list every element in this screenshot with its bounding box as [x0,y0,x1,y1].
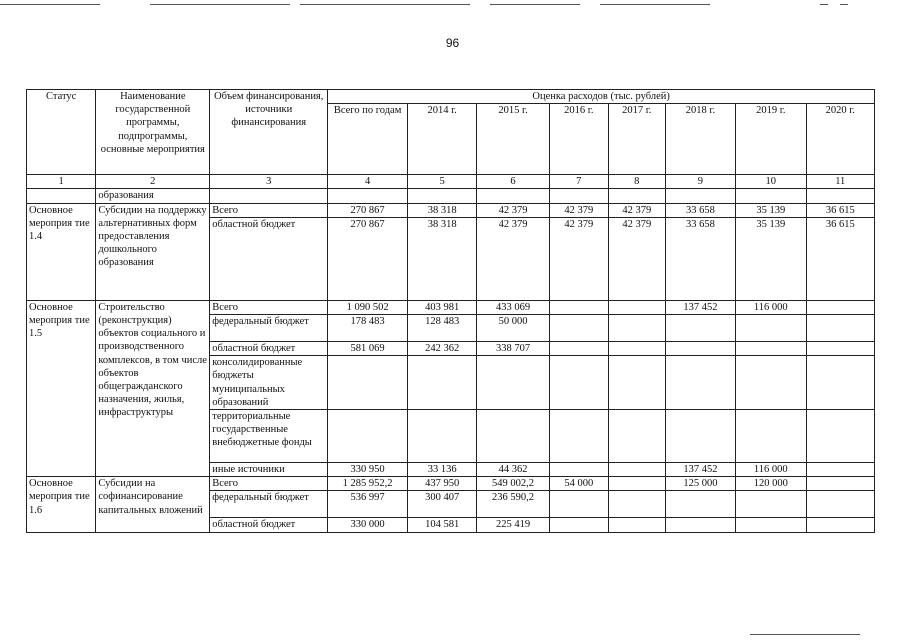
row-source: федеральный бюджет [210,491,328,518]
cell-value: 33 658 [665,203,735,217]
header-name: Наименование государственной программы, подпрограммы, основные мероприятия [96,90,210,175]
cell-value: 242 362 [407,342,476,356]
table-row [27,203,875,217]
cell-value: 536 997 [328,491,408,518]
cell-value [665,518,735,532]
cell-value [407,356,476,410]
cell-value [736,315,806,342]
cell-value: 35 139 [736,217,806,300]
cell-value: 330 000 [328,518,408,532]
cell-value: 116 000 [736,463,806,477]
scan-edge-line [600,4,710,5]
column-number: 3 [210,175,328,189]
cell-value: 42 379 [477,203,549,217]
header-year: 2020 г. [806,104,875,175]
cell-value [806,356,875,410]
cell-value: 36 615 [806,203,875,217]
continuation-row [27,189,875,203]
scan-edge-line [820,4,828,5]
cell-value [806,463,875,477]
cell-value [608,300,665,314]
column-number: 2 [96,175,210,189]
cell-value: 437 950 [407,477,476,491]
cell-value: 581 069 [328,342,408,356]
cell-value: 1 090 502 [328,300,408,314]
cell-value [665,356,735,410]
cell-value: 35 139 [736,203,806,217]
header-year: 2015 г. [477,104,549,175]
cell-value [608,518,665,532]
cell-value: 549 002,2 [477,477,549,491]
cell-value [665,410,735,463]
cell-value: 33 136 [407,463,476,477]
column-number: 1 [27,175,96,189]
row-status: Основное мероприя тие 1.6 [27,477,96,532]
row-status: Основное мероприя тие 1.5 [27,300,96,476]
header-year: Всего по годам [328,104,408,175]
cell-value: 178 483 [328,315,408,342]
cell-value [407,410,476,463]
cell-value: 128 483 [407,315,476,342]
continuation-name: образования [96,189,210,203]
cell-value [549,342,608,356]
row-source: консолидированные бюджеты муниципальных образований [210,356,328,410]
scan-edge-line [490,4,580,5]
header-status: Статус [27,90,96,175]
cell-value [806,315,875,342]
cell-value [736,342,806,356]
column-number: 7 [549,175,608,189]
cell-value [549,518,608,532]
cell-value: 36 615 [806,217,875,300]
cell-value: 137 452 [665,300,735,314]
row-source: областной бюджет [210,217,328,300]
header-year: 2019 г. [736,104,806,175]
column-number: 8 [608,175,665,189]
column-number: 4 [328,175,408,189]
cell-value: 116 000 [736,300,806,314]
cell-value [549,300,608,314]
cell-value [806,300,875,314]
column-number: 11 [806,175,875,189]
cell-value: 38 318 [407,203,476,217]
table-row [27,300,875,314]
cell-value [806,518,875,532]
row-source: Всего [210,300,328,314]
cell-value: 236 590,2 [477,491,549,518]
cell-value [549,491,608,518]
scan-edge-line [750,634,860,635]
cell-value [608,410,665,463]
cell-value: 330 950 [328,463,408,477]
row-source: иные источники [210,463,328,477]
cell-value [549,463,608,477]
scan-edge-line [0,4,100,5]
cell-value [608,491,665,518]
cell-value: 120 000 [736,477,806,491]
cell-value [608,356,665,410]
cell-value [736,491,806,518]
column-number: 10 [736,175,806,189]
cell-value [608,477,665,491]
header-volume: Объем финансирования, источники финансирования [210,90,328,175]
cell-value: 338 707 [477,342,549,356]
cell-value: 1 285 952,2 [328,477,408,491]
scan-edge-line [840,4,848,5]
cell-value: 42 379 [549,203,608,217]
cell-value [477,356,549,410]
cell-value [608,463,665,477]
cell-value: 54 000 [549,477,608,491]
row-source: Всего [210,477,328,491]
cell-value [477,410,549,463]
scan-edge-line [150,4,290,5]
cell-value: 137 452 [665,463,735,477]
cell-value [549,356,608,410]
cell-value [549,410,608,463]
cell-value: 42 379 [549,217,608,300]
cell-value: 42 379 [608,217,665,300]
cell-value [665,315,735,342]
cell-value: 270 867 [328,203,408,217]
row-source: областной бюджет [210,342,328,356]
cell-value: 42 379 [608,203,665,217]
cell-value: 125 000 [665,477,735,491]
cell-value: 33 658 [665,217,735,300]
cell-value [608,342,665,356]
column-number: 6 [477,175,549,189]
row-source: областной бюджет [210,518,328,532]
header-year: 2018 г. [665,104,735,175]
cell-value: 300 407 [407,491,476,518]
expenses-table [26,89,875,533]
row-source: территориальные государственные внебюджетные фонды [210,410,328,463]
cell-value [806,491,875,518]
header-year: 2014 г. [407,104,476,175]
row-name: Строительство (реконструкция) объектов социального и производственного комплексов, в том числе объектов общегражданского назначения, жилья, инфраструктуры [96,300,210,476]
row-source: Всего [210,203,328,217]
cell-value [736,518,806,532]
cell-value: 403 981 [407,300,476,314]
cell-value [665,342,735,356]
header-costs: Оценка расходов (тыс. рублей) [328,90,875,104]
cell-value: 225 419 [477,518,549,532]
cell-value [328,356,408,410]
cell-value [806,342,875,356]
row-name: Субсидии на поддержку альтернативных форм предоставления дошкольного образования [96,203,210,300]
cell-value: 50 000 [477,315,549,342]
column-number: 9 [665,175,735,189]
header-year: 2016 г. [549,104,608,175]
page-number: 96 [445,36,460,50]
column-number: 5 [407,175,476,189]
header-year: 2017 г. [608,104,665,175]
column-number-row [27,175,875,189]
cell-value [736,410,806,463]
cell-value [806,477,875,491]
row-status: Основное мероприя тие 1.4 [27,203,96,300]
row-name: Субсидии на софинансирование капитальных вложений [96,477,210,532]
cell-value: 38 318 [407,217,476,300]
cell-value [549,315,608,342]
cell-value [328,410,408,463]
cell-value: 270 867 [328,217,408,300]
cell-value [736,356,806,410]
cell-value [665,491,735,518]
cell-value [806,410,875,463]
cell-value [608,315,665,342]
row-source: федеральный бюджет [210,315,328,342]
cell-value: 42 379 [477,217,549,300]
cell-value: 44 362 [477,463,549,477]
cell-value: 433 069 [477,300,549,314]
table-row [27,477,875,491]
cell-value: 104 581 [407,518,476,532]
scan-edge-line [300,4,470,5]
